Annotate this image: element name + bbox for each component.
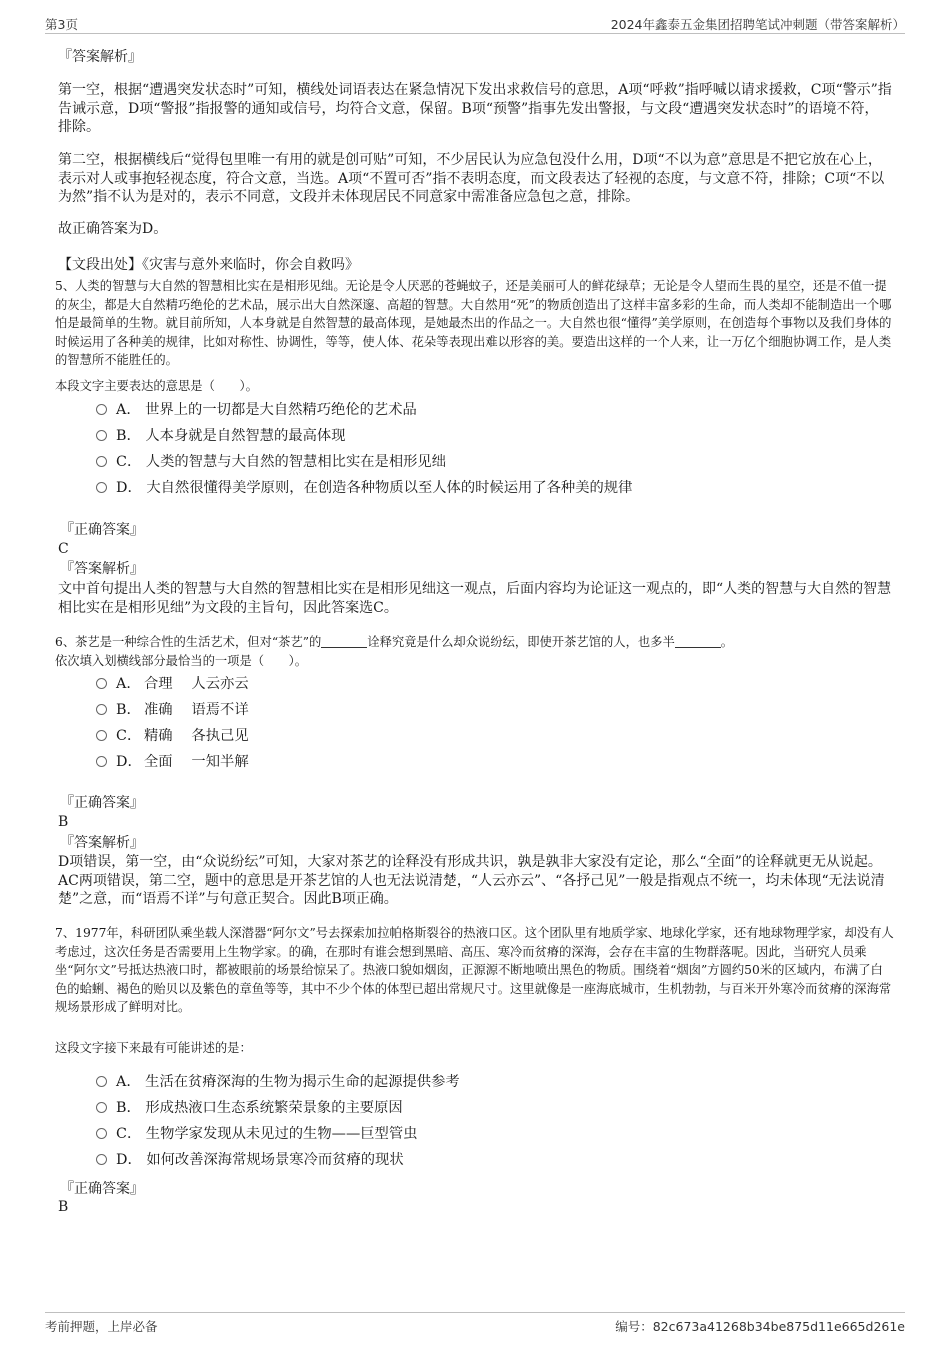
q5-option-d[interactable] [96,478,632,498]
option-letter: A． [116,402,141,418]
radio-button-icon[interactable] [96,482,107,493]
q7-question: 这段文字接下来最有可能讲述的是： [55,1041,252,1055]
radio-button-icon[interactable] [96,730,107,741]
fill-blank-1 [321,635,367,648]
q4-conclusion: 故正确答案为D。 [58,221,168,237]
option-letter: D． [116,480,142,496]
radio-button-icon[interactable] [96,704,107,715]
option-letter: D． [116,754,142,770]
q6-answer-label: 『正确答案』 [60,795,144,811]
option-letter: B． [116,428,141,444]
option-letter: C． [116,454,142,470]
option-text: 全面 一知半解 [144,754,249,770]
q7-option-a[interactable] [96,1072,460,1092]
q7-option-b[interactable] [96,1098,403,1118]
option-text: 人类的智慧与大自然的智慧相比实在是相形见绌 [145,454,447,470]
source-label: 【文段出处】 [58,257,142,273]
q7-answer: B [58,1199,69,1215]
q6-stem-part1: 6、茶艺是一种综合性的生活艺术，但对“茶艺”的 [55,635,322,649]
option-text: 如何改善深海常规场景寒冷而贫瘠的现状 [146,1152,404,1168]
radio-button-icon[interactable] [96,1076,107,1087]
footer-slogan: 考前押题，上岸必备 [45,1319,158,1334]
radio-button-icon[interactable] [96,1128,107,1139]
option-text: 精确 各执己见 [144,728,249,744]
q6-stem [55,633,889,652]
radio-button-icon[interactable] [96,1154,107,1165]
option-text: 准确 语焉不详 [144,702,249,718]
q6-stem-part3: 。 [720,635,734,649]
radio-button-icon[interactable] [96,430,107,441]
option-text: 生物学家发现从未见过的生物——巨型管虫 [145,1126,418,1142]
q7-option-d[interactable] [96,1150,404,1170]
option-letter: B． [116,1100,141,1116]
q7-answer-label: 『正确答案』 [60,1181,144,1197]
option-letter: B． [116,702,141,718]
q4-analysis-label: 『答案解析』 [58,49,142,65]
option-letter: D． [116,1152,142,1168]
q6-answer: B [58,814,69,830]
q5-analysis: 文中首句提出人类的智慧与大自然的智慧相比实在是相形见绌这一观点，后面内容均为论证这一观点的，即“人类的智慧与大自然的智慧相比实在是相形见绌”为文段的主旨句，因此答案选C。 [58,581,892,616]
q4-analysis-para1: 第一空，根据“遭遇突发状态时”可知，横线处词语表达在紧急情况下发出求救信号的意思，A项“呼救”指呼喊以请求援救，C项“警示”指告诫示意，D项“警报”指报警的通知或信号，均符合文意，保留。B项“预警”指事先发出警报，与文段“遭遇突发状态时”的语境不符，排除。 [58,82,892,135]
radio-button-icon[interactable] [96,404,107,415]
option-text: 合理 人云亦云 [144,676,249,692]
q7-option-c[interactable] [96,1124,417,1144]
fill-blank-2 [675,635,721,648]
q6-option-b[interactable] [96,700,249,720]
q5-question: 本段文字主要表达的意思是（ ）。 [55,379,258,393]
q4-source [58,256,892,275]
document-title: 2024年鑫泰五金集团招聘笔试冲刺题（带答案解析） [610,17,905,32]
radio-button-icon[interactable] [96,1102,107,1113]
option-letter: C． [116,1126,142,1142]
option-text: 生活在贫瘠深海的生物为揭示生命的起源提供参考 [145,1074,460,1090]
q5-analysis-label: 『答案解析』 [60,561,144,577]
q6-option-d[interactable] [96,752,249,772]
q7-stem: 7、1977年，科研团队乘坐载人深潜器“阿尔文”号去探索加拉帕格斯裂谷的热液口区。这个团队里有地质学家、地球化学家，还有地球物理学家，却没有人考虑过，这次任务是否需要用上生物学家。的确，在那时有谁会想到黑暗、高压、寒冷而贫瘠的深海，会存在丰富的生物群落呢。因此，当研究人员乘坐“阿尔文”号抵达热液口时，都被眼前的场景给惊呆了。热液口貌如烟囱，正源源不断地喷出黑色的物质。围绕着“烟囱”方圆约50米的区域内，布满了白色的蛤蜊、褐色的贻贝以及紫色的章鱼等等，其中不少个体的体型已超出常规尺寸。这里就像是一座海底城市，生机勃勃，与百米开外寒冷而贫瘠的深海常规场景形成了鲜明对比。 [55,926,894,1014]
option-text: 形成热液口生态系统繁荣景象的主要原因 [145,1100,403,1116]
page-footer [45,1312,905,1333]
q6-stem-part2: 诠释究竟是什么却众说纷纭，即使开茶艺馆的人，也多半 [367,635,675,649]
source-text: 《灾害与意外来临时，你会自救吗》 [142,257,359,273]
q5-option-c[interactable] [96,452,446,472]
option-letter: C． [116,728,142,744]
page-number: 第3页 [45,17,78,32]
q5-option-b[interactable] [96,426,346,446]
radio-button-icon[interactable] [96,756,107,767]
option-text: 人本身就是自然智慧的最高体现 [145,428,346,444]
q6-option-c[interactable] [96,726,249,746]
option-letter: A． [116,676,141,692]
radio-button-icon[interactable] [96,678,107,689]
option-text: 大自然很懂得美学原则，在创造各种物质以至人体的时候运用了各种美的规律 [146,480,633,496]
option-text: 世界上的一切都是大自然精巧绝伦的艺术品 [145,402,417,418]
q6-option-a[interactable] [96,674,249,694]
footer-serial: 编号：82c673a41268b34be875d11e665d261e [615,1319,905,1334]
radio-button-icon[interactable] [96,456,107,467]
q5-option-a[interactable] [96,400,417,420]
q5-answer-label: 『正确答案』 [60,522,144,538]
q4-analysis-para2: 第二空，根据横线后“觉得包里唯一有用的就是创可贴”可知，不少居民认为应急包没什么用，D项“不以为意”意思是不把它放在心上，表示对人或事抱轻视态度，符合文意，当选。A项“不置可否”指不表明态度，而文段表达了轻视的态度，与文意不符，排除；C项“不以为然”指不认为是对的，表示不同意，文段并未体现居民不同意家中需准备应急包之意，排除。 [58,152,885,205]
option-letter: A． [116,1074,141,1090]
q5-answer: C [58,541,69,557]
q5-stem: 5、人类的智慧与大自然的智慧相比实在是相形见绌。无论是令人厌恶的苍蝇蚊子，还是美丽可人的鲜花绿草；无论是令人望而生畏的星空，还是不值一提的灰尘，都是大自然精巧绝伦的艺术品，展示出大自然深邃、高超的智慧。大自然用“死”的物质创造出了这样丰富多彩的生命，而人类却不能制造出一个哪怕是最简单的生物。就目前所知，人本身就是自然智慧的最高体现，是她最杰出的作品之一。大自然也很“懂得”美学原则，在创造每个事物以及我们身体的时候运用了各种美的规律，比如对称性、协调性，等等，使人体、花朵等表现出难以形容的美。要造出这样的一个人来，让一万亿个细胞协调工作，是人类的智慧所不能胜任的。 [55,279,892,367]
q6-analysis-label: 『答案解析』 [60,835,144,851]
page-header [45,13,905,34]
q6-question: 依次填入划横线部分最恰当的一项是（ ）。 [55,654,308,668]
q6-analysis: D项错误，第一空，由“众说纷纭”可知，大家对茶艺的诠释没有形成共识，孰是孰非大家没有定论，那么“全面”的诠释就更无从说起。AC两项错误，第二空，题中的意思是开茶艺馆的人也无法说清楚，“人云亦云”、“各抒己见”一般是指观点不统一，均未体现“无法说清楚”之意，而“语焉不详”与句意正契合。因此B项正确。 [58,854,885,907]
